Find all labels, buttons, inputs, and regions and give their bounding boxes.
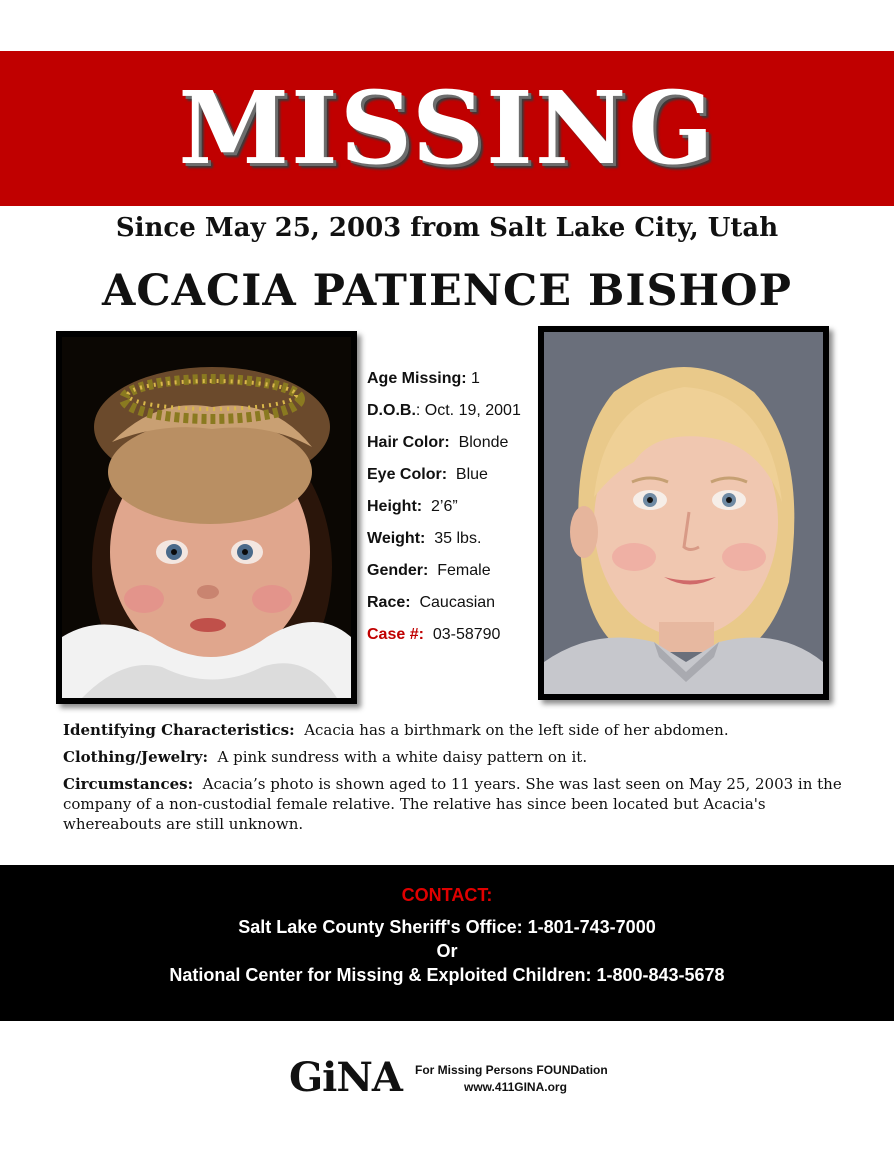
identifying-label: Identifying Characteristics:: [63, 721, 295, 739]
missing-title: MISSING: [178, 69, 716, 187]
fact-hair-color: [367, 429, 537, 461]
circumstances: [63, 774, 843, 834]
fact-value: 03-58790: [432, 626, 501, 643]
facts-list: [367, 365, 537, 653]
gina-logo-word: GiNA: [289, 1054, 402, 1101]
contact-ncmec-line: National Center for Missing & Exploited Children: 1-800-843-5678: [169, 965, 725, 985]
fact-label: D.O.B.: [367, 402, 416, 419]
circumstances-label: Circumstances:: [63, 775, 194, 793]
clothing-label: Clothing/Jewelry:: [63, 748, 208, 766]
fact-eye-color: [367, 461, 537, 493]
fact-value: Caucasian: [419, 594, 496, 611]
fact-label: Eye Color:: [367, 466, 448, 483]
case-details: [63, 720, 843, 841]
age-progressed-portrait-illustration: [544, 332, 823, 694]
contact-sheriff-line: Salt Lake County Sheriff's Office: 1-801-743-7000: [238, 917, 656, 937]
fact-value: 2’6”: [431, 498, 458, 515]
missing-person-name: ACACIA PATIENCE BISHOP: [102, 266, 792, 316]
toddler-portrait-illustration: [62, 337, 351, 698]
fact-value: Blonde: [458, 434, 509, 451]
contact-or-line: Or: [436, 941, 458, 961]
fact-label: Case #:: [367, 626, 424, 643]
fact-height: [367, 493, 537, 525]
fact-value: 35 lbs.: [434, 530, 482, 547]
identifying-characteristics: [63, 720, 843, 740]
fact-label: Gender:: [367, 562, 429, 579]
gina-url: www.411GINA.org: [464, 1080, 567, 1094]
fact-value: Blue: [455, 466, 488, 483]
identifying-text: Acacia has a birthmark on the left side of her abdomen.: [304, 721, 729, 739]
clothing-text: A pink sundress with a white daisy pattern on it.: [217, 748, 588, 766]
fact-weight: [367, 525, 537, 557]
fact-race: [367, 589, 537, 621]
fact-label: Age Missing:: [367, 370, 467, 387]
fact-value: Female: [437, 562, 491, 579]
fact-label: Weight:: [367, 530, 426, 547]
fact-label: Height:: [367, 498, 423, 515]
contact-panel: [0, 865, 894, 1021]
fact-dob: [367, 397, 537, 429]
missing-since-line: Since May 25, 2003 from Salt Lake City, Utah: [115, 213, 779, 243]
fact-age-missing: [367, 365, 537, 397]
clothing-jewelry: [63, 747, 843, 767]
fact-value: : Oct. 19, 2001: [415, 402, 521, 419]
contact-heading: CONTACT:: [401, 885, 493, 905]
gina-logo: [289, 1055, 629, 1105]
circumstances-text: Acacia’s photo is shown aged to 11 years. She was last seen on May 25, 2003 in the company of a non-custodial female relative. The relative has since been located but Acacia's whereabouts are still unknown.: [63, 775, 842, 833]
fact-case-number: [367, 621, 537, 653]
fact-gender: [367, 557, 537, 589]
fact-value: 1: [471, 370, 480, 387]
gina-tagline: For Missing Persons FOUNDation: [415, 1063, 608, 1077]
photo-at-disappearance: [56, 331, 357, 704]
fact-label: Hair Color:: [367, 434, 450, 451]
age-progressed-photo: [538, 326, 829, 700]
fact-label: Race:: [367, 594, 411, 611]
